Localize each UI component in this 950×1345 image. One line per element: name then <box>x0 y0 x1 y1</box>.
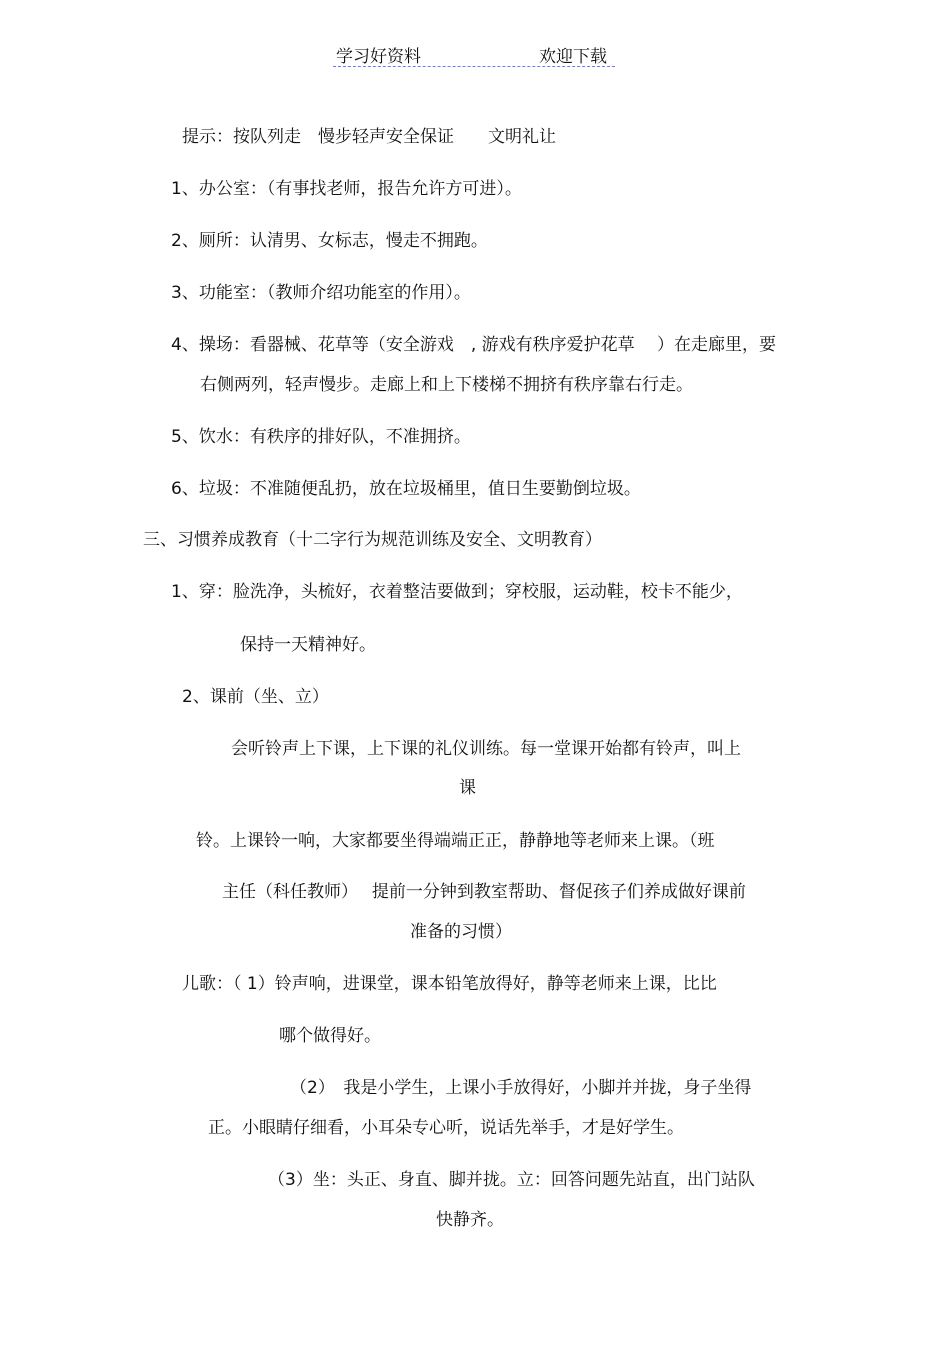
bell-paragraph-1: 会听铃声上下课，上下课的礼仪训练。每一堂课开始都有铃声，叫上 <box>231 739 741 759</box>
item-garbage: 6、垃圾：不准随便乱扔，放在垃圾桶里，值日生要勤倒垃圾。 <box>171 479 641 499</box>
section-heading-habits: 三、习惯养成教育（十二字行为规范训练及安全、文明教育） <box>143 530 602 550</box>
bell-paragraph-4: 主任（科任教师） 提前一分钟到教室帮助、督促孩子们养成做好课前 <box>222 882 746 902</box>
item-playground: 4、操场：看器械、花草等（安全游戏 , 游戏有秩序爱护花草 ）在走廊里，要 <box>171 335 777 355</box>
item-before-class: 2、课前（坐、立） <box>182 687 329 707</box>
tip-line: 提示：按队列走 慢步轻声安全保证 文明礼让 <box>182 127 556 147</box>
item-drinking: 5、饮水：有秩序的排好队，不准拥挤。 <box>171 427 471 447</box>
song-3-cont: 快静齐。 <box>436 1210 504 1230</box>
song-2: （2） 我是小学生，上课小手放得好，小脚并并拢，身子坐得 <box>290 1078 752 1098</box>
item-office: 1、办公室：（有事找老师，报告允许方可进）。 <box>171 179 522 199</box>
bell-paragraph-3: 铃。上课铃一响，大家都要坐得端端正正，静静地等老师来上课。（班 <box>196 831 715 851</box>
header-left-text: 学习好资料 <box>336 47 421 67</box>
item-playground-cont: 右侧两列，轻声慢步。走廊上和上下楼梯不拥挤有秩序靠右行走。 <box>200 375 693 395</box>
bell-paragraph-5: 准备的习惯） <box>410 922 512 942</box>
item-dress: 1、穿：脸洗净，头梳好，衣着整洁要做到；穿校服，运动鞋，校卡不能少， <box>171 582 743 602</box>
song-1: 儿歌：（ 1）铃声响，进课堂，课本铅笔放得好，静等老师来上课，比比 <box>182 974 717 994</box>
bell-paragraph-2: 课 <box>459 778 476 798</box>
header-right-text: 欢迎下载 <box>539 47 607 67</box>
item-toilet: 2、厕所：认清男、女标志，慢走不拥跑。 <box>171 231 488 251</box>
song-1-cont: 哪个做得好。 <box>279 1026 381 1046</box>
item-dress-cont: 保持一天精神好。 <box>240 635 376 655</box>
page-header <box>333 40 615 67</box>
song-3: （3）坐：头正、身直、脚并拢。立：回答问题先站直，出门站队 <box>268 1170 755 1190</box>
item-function-room: 3、功能室：（教师介绍功能室的作用）。 <box>171 283 471 303</box>
song-2-cont: 正。小眼睛仔细看，小耳朵专心听，说话先举手，才是好学生。 <box>208 1118 684 1138</box>
